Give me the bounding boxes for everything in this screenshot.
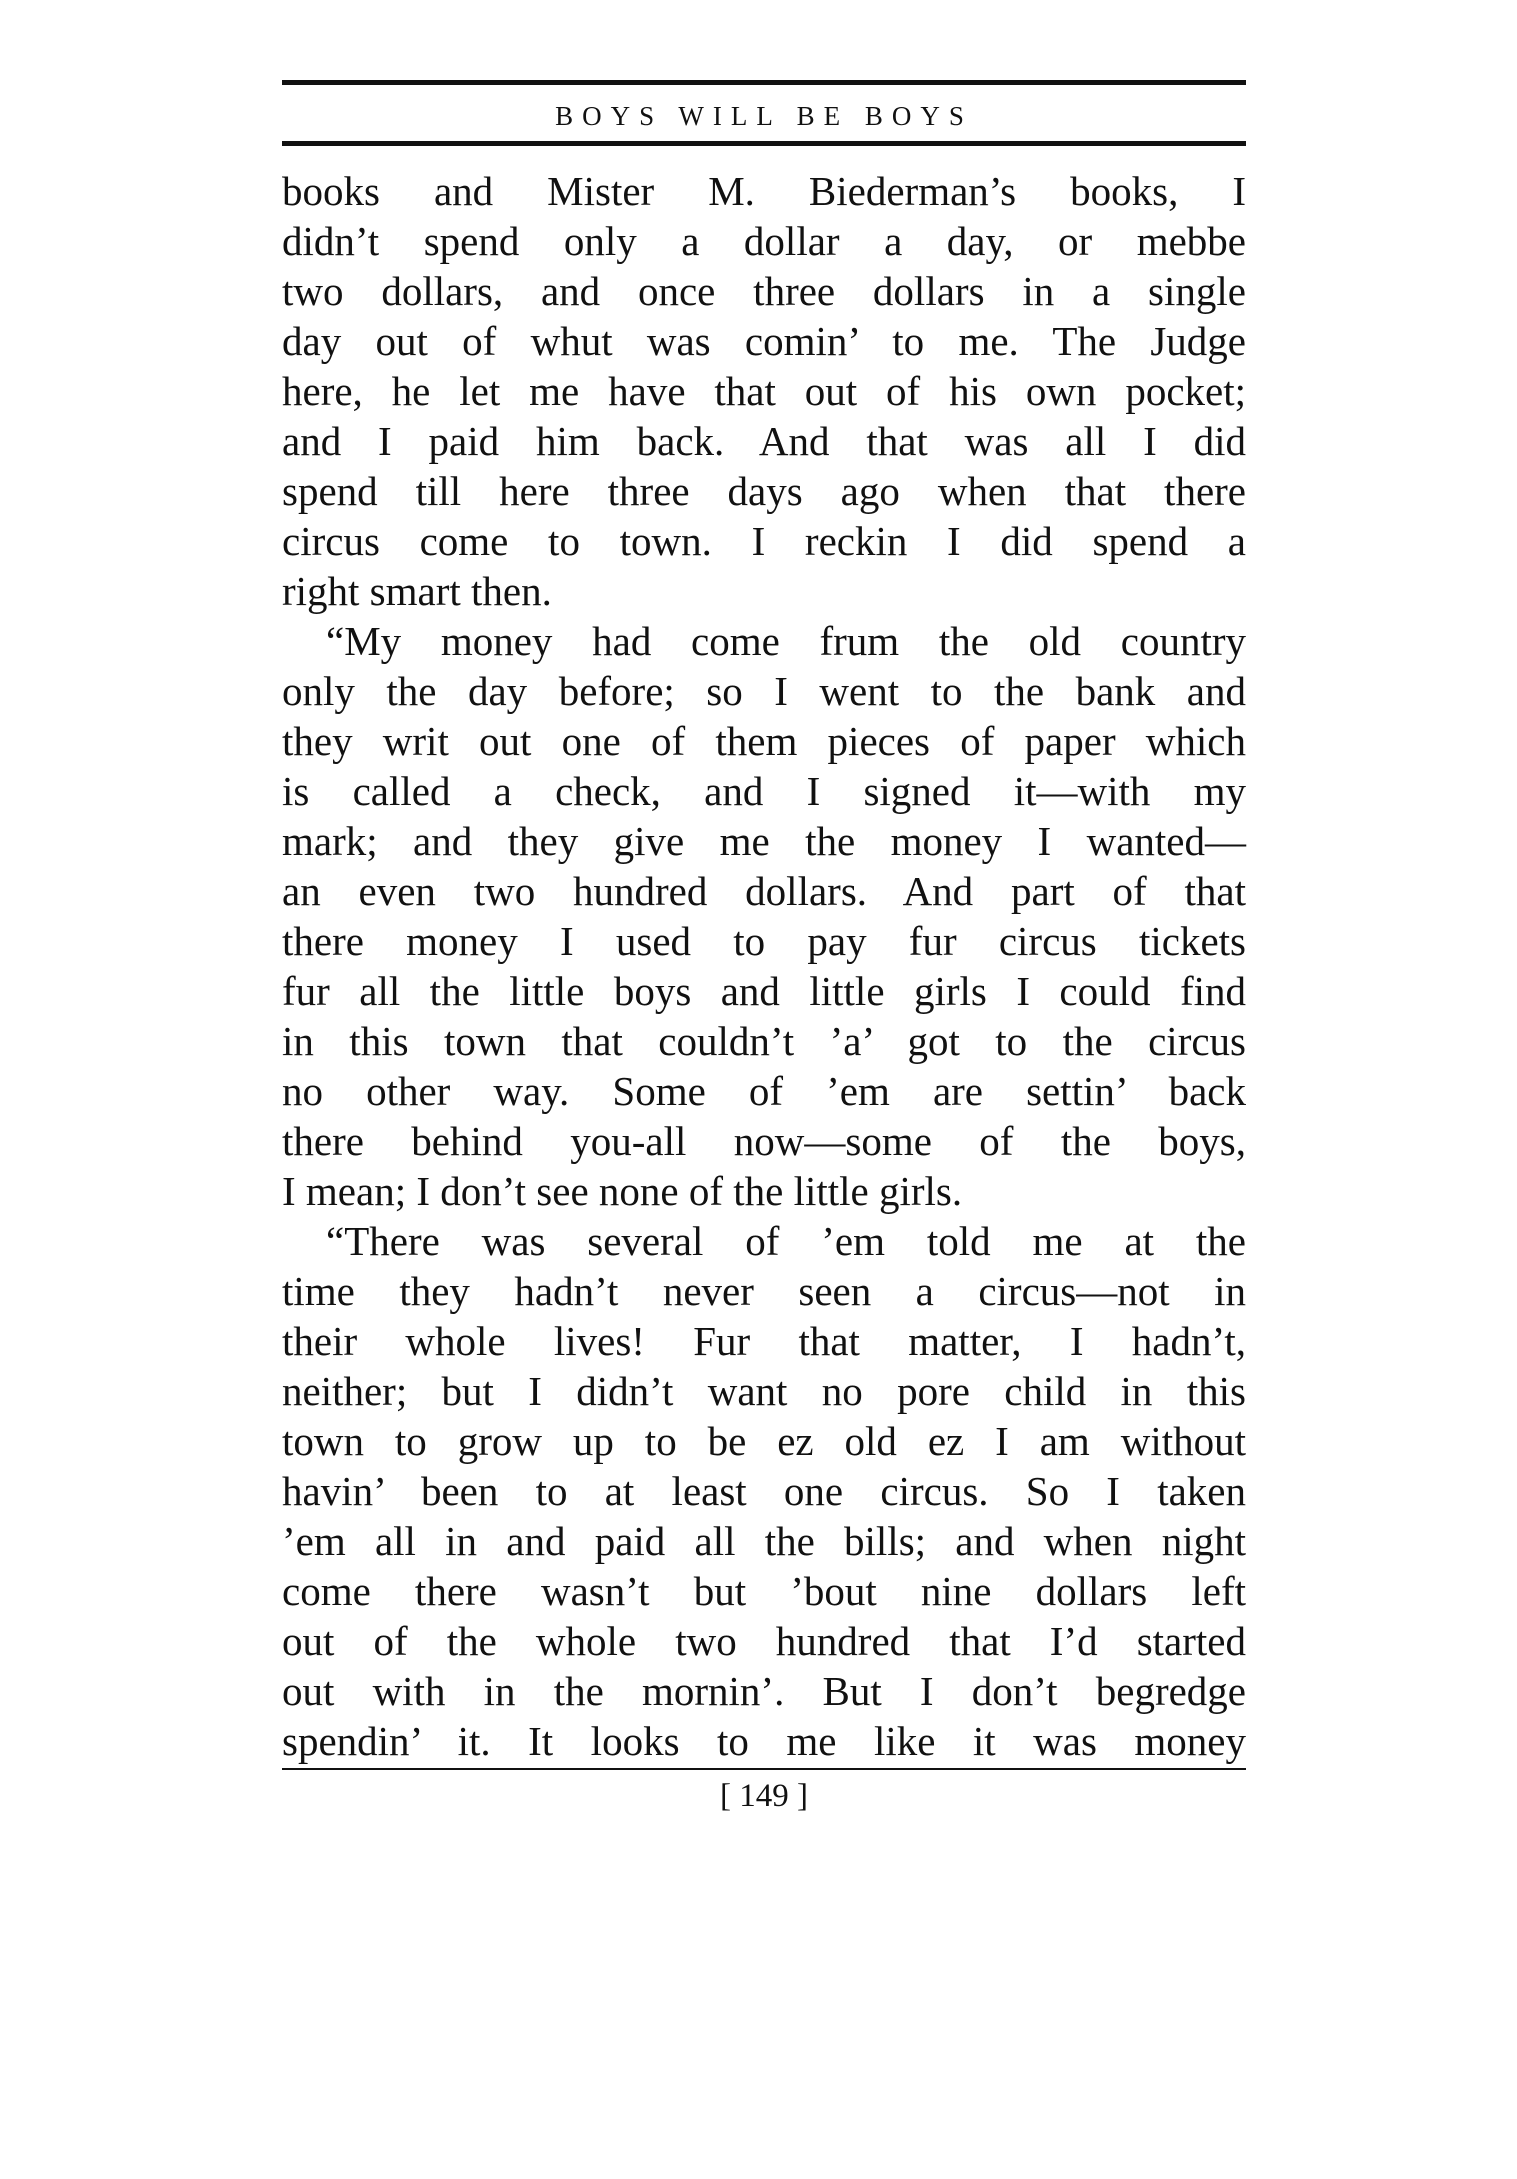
text-line: here, he let me have that out of his own pocket; — [282, 368, 1246, 414]
text-line: right smart then. — [282, 568, 552, 614]
header-rule-top — [282, 80, 1246, 85]
text-line: and I paid him back. And that was all I did — [282, 418, 1246, 464]
text-line: they writ out one of them pieces of paper which — [282, 718, 1246, 764]
text-line: their whole lives! Fur that matter, I hadn’t, — [282, 1318, 1246, 1364]
text-line: I mean; I don’t see none of the little girls. — [282, 1168, 963, 1214]
running-head: BOYS WILL BE BOYS — [555, 101, 973, 131]
text-line: only the day before; so I went to the bank and — [282, 668, 1246, 714]
text-line: out of the whole two hundred that I’d started — [282, 1618, 1246, 1664]
text-line: there behind you-all now—some of the boys, — [282, 1118, 1246, 1164]
text-line: day out of whut was comin’ to me. The Judge — [282, 318, 1246, 364]
text-line: two dollars, and once three dollars in a single — [282, 268, 1246, 314]
text-line: spend till here three days ago when that there — [282, 468, 1246, 514]
paragraph — [282, 166, 1246, 616]
book-page — [282, 80, 1246, 1816]
text-line: time they hadn’t never seen a circus—not in — [282, 1268, 1246, 1314]
text-line: havin’ been to at least one circus. So I taken — [282, 1468, 1246, 1514]
text-line: didn’t spend only a dollar a day, or mebbe — [282, 218, 1246, 264]
text-line: “There was several of ’em told me at the — [326, 1218, 1246, 1264]
page-number: [ 149 ] — [720, 1778, 808, 1814]
text-line: an even two hundred dollars. And part of that — [282, 868, 1246, 914]
text-line: town to grow up to be ez old ez I am without — [282, 1418, 1246, 1464]
text-line: neither; but I didn’t want no pore child in this — [282, 1368, 1246, 1414]
text-line: mark; and they give me the money I wanted— — [282, 818, 1246, 864]
footer-rule — [282, 1768, 1246, 1770]
text-line: there money I used to pay fur circus tickets — [282, 918, 1246, 964]
text-line: fur all the little boys and little girls I could find — [282, 968, 1246, 1014]
text-line: come there wasn’t but ’bout nine dollars left — [282, 1568, 1246, 1614]
paragraph — [282, 616, 1246, 1216]
text-line: spendin’ it. It looks to me like it was money — [282, 1718, 1246, 1764]
paragraph — [282, 1216, 1246, 1766]
text-line: is called a check, and I signed it—with my — [282, 768, 1246, 814]
text-line: circus come to town. I reckin I did spend a — [282, 518, 1246, 564]
text-line: no other way. Some of ’em are settin’ back — [282, 1068, 1246, 1114]
header-rule-bottom — [282, 141, 1246, 146]
text-line: in this town that couldn’t ’a’ got to the circus — [282, 1018, 1246, 1064]
text-line: books and Mister M. Biederman’s books, I — [282, 168, 1246, 214]
text-line: “My money had come frum the old country — [326, 618, 1246, 664]
text-line: out with in the mornin’. But I don’t begredge — [282, 1668, 1246, 1714]
body-text — [282, 166, 1246, 1766]
text-line: ’em all in and paid all the bills; and when night — [282, 1518, 1246, 1564]
